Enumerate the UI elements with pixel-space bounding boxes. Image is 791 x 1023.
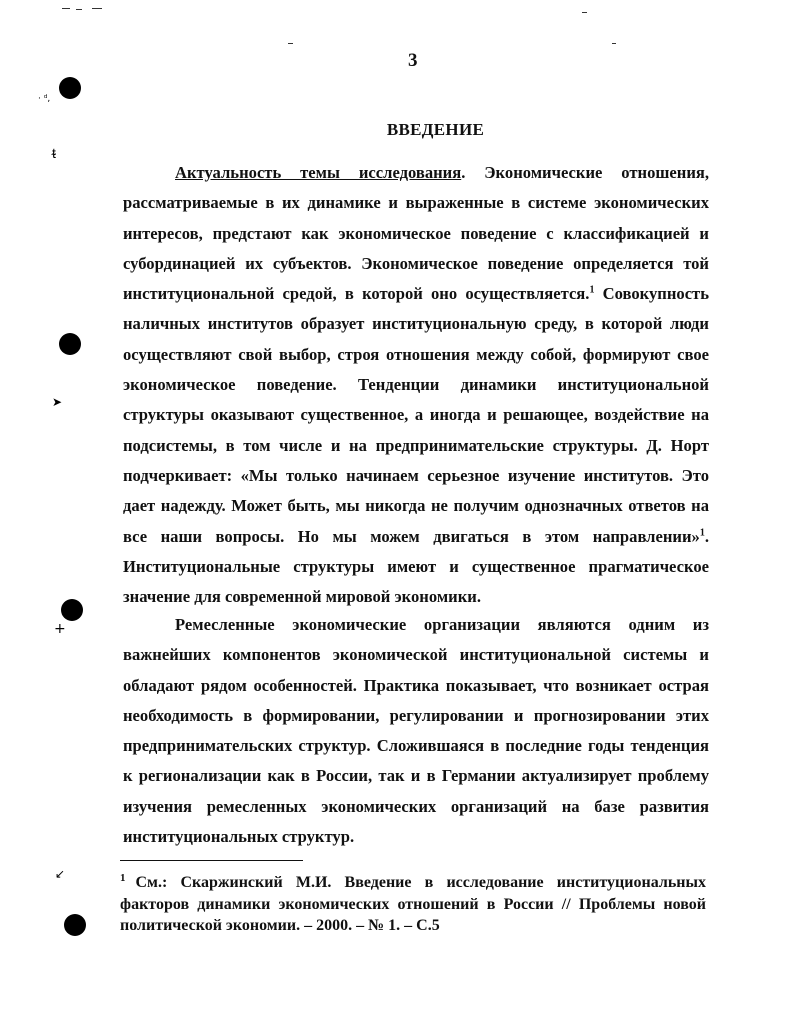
scan-speck: + <box>54 621 66 637</box>
paragraph-relevance <box>123 158 709 612</box>
scan-speck: ᵵ <box>52 146 56 162</box>
footnote-mark: 1 <box>120 871 126 884</box>
paragraph-craft-organizations <box>123 610 709 852</box>
punch-hole <box>61 599 83 621</box>
paragraph-text: . Экономические отношения, рассматриваемые в их динамике и выраженные в системе экономических интересов, предстают как экономическое поведение с классификацией и субординацией их субъектов. Экономическое поведение определяется той институциональной средой, в которой оно осуществляется. <box>123 163 710 304</box>
punch-hole <box>59 77 81 99</box>
scan-speck <box>288 43 293 44</box>
scan-speck <box>92 8 102 9</box>
punch-hole <box>59 333 81 355</box>
scan-speck <box>612 43 616 44</box>
topic-label: Актуальность темы исследования <box>175 163 462 182</box>
scan-speck <box>582 12 587 13</box>
footnote <box>120 872 706 937</box>
scan-speck: · ᵈ, <box>38 94 51 104</box>
punch-hole <box>64 914 86 936</box>
footnote-text: См.: Скаржинский М.И. Введение в исследование институциональных факторов динамики экономических отношений в России // Проблемы новой политической экономии. – 2000. – № 1. – С.5 <box>120 874 706 934</box>
scan-speck: ↙ <box>55 867 66 881</box>
scan-speck: ➤ <box>52 395 63 409</box>
paragraph-text: . Институциональные структуры имеют и существенное прагматическое значение для современной мировой экономики. <box>123 526 709 607</box>
footnote-reference: 1 <box>589 284 595 296</box>
footnote-reference: 1 <box>699 527 705 539</box>
paragraph-text: Ремесленные экономические организации являются одним из важнейших компонентов экономической институциональной системы и обладают рядом особенностей. Практика показывает, что возникает острая необходимость в формировании, регулировании и прогнозировании этих предпринимательских структур. Сложившаяся в последние годы тенденция к регионализации как в России, так и в Германии актуализирует проблему изучения ремесленных экономических организаций на базе развития институциональных структур. <box>123 615 709 847</box>
scan-speck <box>62 8 70 9</box>
footnote-divider <box>120 860 303 861</box>
paragraph-text: Совокупность наличных институтов образует институциональную среду, в которой люди осуществляют свой выбор, строя отношения между собой, формируют свое экономическое поведение. Тенденции динамики институциональной структуры оказывают существенное, а иногда и решающее, воздействие на подсистемы, в том числе и на предпринимательские структуры. Д. Норт подчеркивает: «Мы только начинаем серьезное изучение институтов. Это дает надежду. Может быть, мы никогда не получим однозначных ответов на все наши вопросы. Но мы можем двигаться в этом направлении» <box>123 284 709 546</box>
page-title: ВВЕДЕНИЕ <box>386 120 485 139</box>
scan-speck <box>76 9 82 10</box>
page-number: 3 <box>408 50 418 71</box>
